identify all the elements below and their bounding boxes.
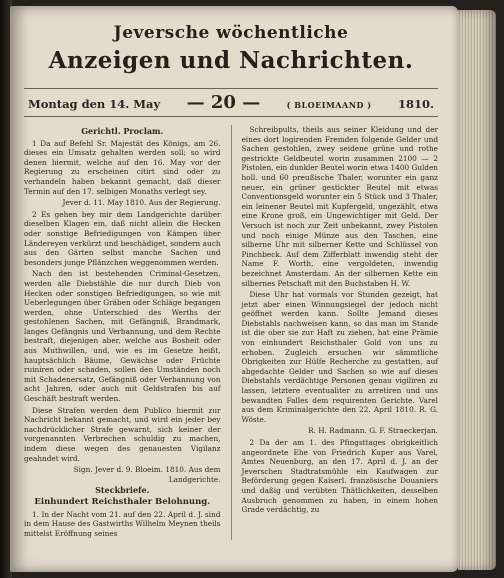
notice-signature: R. H. Radmann. G. F. Straeckerjan. [308,426,438,436]
notice-paragraph: Schreibpults, theils aus seiner Kleidung und der eines dort logirenden Fremden folgende Gelder und Sachen gestohlen, zwey seidene grüne und rothe gestrickte Geldbeutel worin zusammen 2100 — 2 Pistolen, ein dunkler Beutel worin etwa 1400 Gulden holl. und 60 preußische Thaler, worunter ein ganz neuer, ein grüner gestickter Beutel mit etwas Conventionsgeld worunter ein 5 Stück und 3 Thaler, ein leinener Beutel mit Kupfergeld, ungezählt, etwa eine Krone groß, ein Ungewichtiger mit Geld. Der Versuch ist noch zur Zeit unbekannt, zwey Pistolen und noch einige Münze aus den Taschen, eine silberne Uhr mit silberner Kette und Schlüssel von Pinchbeck. Auf dem Zifferblatt inwendig steht der Name F. Worth, eine vergoldeten, inwendig bezeichnet Amsterdam. An der silbernen Kette ein silbernes Petschaft mit den Buchstaben H. W. [241,125,438,288]
issue-date: Montag den 14. May [28,97,161,111]
issue-number: — 20 — [186,92,261,113]
dateline [24,88,438,117]
left-column [24,125,221,540]
notice-paragraph: 1 Da auf Befehl Sr. Majestät des Königs, am 26. dieses ein Umsatz gehalten werden soll; so wird denen hiermit, welche auf den 16. May vor der Regierung zu erscheinen citirt sind oder zu verhandeln haben bekannt gemacht, daß dieser Termin auf den 17. selbigen Monaths verlegt sey. [24,138,221,196]
page-edges [458,10,496,570]
notice-signature: Jever d. 11. May 1810. Aus der Regierung. [62,198,221,208]
notice-paragraph: 1. In der Nacht vom 21. auf den 22. April d. J. sind in dem Hause des Gastwirths Wilhelm Meynen theils mittelst Eröffnung seines [24,509,221,538]
notice-paragraph: Nach den ist bestehenden Criminal-Gesetzen, werden alle Diebstähle die nur durch Dieb von Hecken oder sonstigen Befriedigungen, so wie mit Ueberlegungen über Gräben oder Schläge begangen werden, ohne Unterschied des Werths der gestohlenen Sachen, mit Gefängniß, Brandmark, langes Gefängnis und Verbannung, und dem Rechte bestraft, diejenigen aber, welche aus Bosheit oder aus Muthwillen, und, wie es im Gesetze heißt, hauptsächlich Bäume, Gewächse oder Früchte ruiniren oder schaden, sollen den Umständen noch mit Schadenersatz, Gefängniß oder Verbannung von acht Jahren, oder auch mit Geldstrafen bis auf Geschäft bestraft werden. [24,269,221,404]
notice-paragraph: 2 Es gehen bey mir dem Landgerichte darüber dieselben Klagen ein, daß nicht allein die Hecken oder sonstige Befriedigungen von Kämpen über Ländereyen verkürzt und beschädiget, sondern auch aus den Gärten selbst manche Sachen und besonders junge Pflänzchen weggenommen werden. [24,209,221,267]
issue-month-dutch: ( BLOEIMAAND ) [286,100,372,110]
issue-year: 1810. [397,97,434,111]
section-heading: Steckbriefe. [95,485,150,496]
notice-paragraph: Diese Uhr hat vormals vor Stunden gezeigt, hat jetzt aber einen Winnungsiegel der jedoch nicht geöffnet werden kann. Sollte Jemand dieses Diebstahls nachweisen kann, so das man im Stande ist die ober sie zur Haft zu ziehen, hat eine Prämie von einhundert Reichsthaler Gold von uns zu erhoben. Zugleich ersuchen wir sämmtliche Obrigkeiten zur Hülfe Recherche zu gestatten, auf abgedachte Gelder und Sachen so wie auf dieses Diebstahls verdächtige Personen genau vigiliren zu lassen, letztere eventualiter zu arretiren und uns bewandten Falles dem requirenten Gerichte. Varel aus dem Kriminalgerichte den 22. April 1810. R. G. Wöste. [241,290,438,424]
notice-signature: Sign. Jever d. 9. Bloeim. 1810. Aus dem Landgerichte. [73,465,221,484]
column-divider [231,125,232,540]
text-columns [24,125,438,540]
reward-heading: Einhundert Reichsthaler Belohnung. [34,496,211,507]
notice-paragraph: 2 Da der am 1. des Pfingsttages obrigkeitlich angeordnete Ehe von Friedrich Kuper aus Varel, Amtes Neuenburg, an den 17. April d. J. an der Jeverschen Stadtratsmühle ein Kaufwagen zur Beförderung gegen Kaiserl. französische Douaniers und daßig und verübten Thätlichkeiten, desselben Ausbruch genommen zu haben, in einem hohen Grade verdächtig, zu [241,438,438,515]
masthead-title: Anzeigen und Nachrichten. [48,47,414,74]
masthead [24,22,438,76]
right-column [241,125,438,540]
page-content [24,20,438,560]
masthead-line-1: Jeversche wöchentliche [113,23,349,43]
notice-paragraph: Diese Strafen werden dem Publico hiermit zur Nachricht bekannt gemacht, und wird ein jeder bey nachdrücklicher Strafe gewarnt, sich keiner der vorgenannten Verbrechen schuldig zu machen, indem diese wegen des genauesten Vigilanz geahndet wird. [24,405,221,463]
section-heading: Gerichtl. Proclam. [81,126,164,136]
